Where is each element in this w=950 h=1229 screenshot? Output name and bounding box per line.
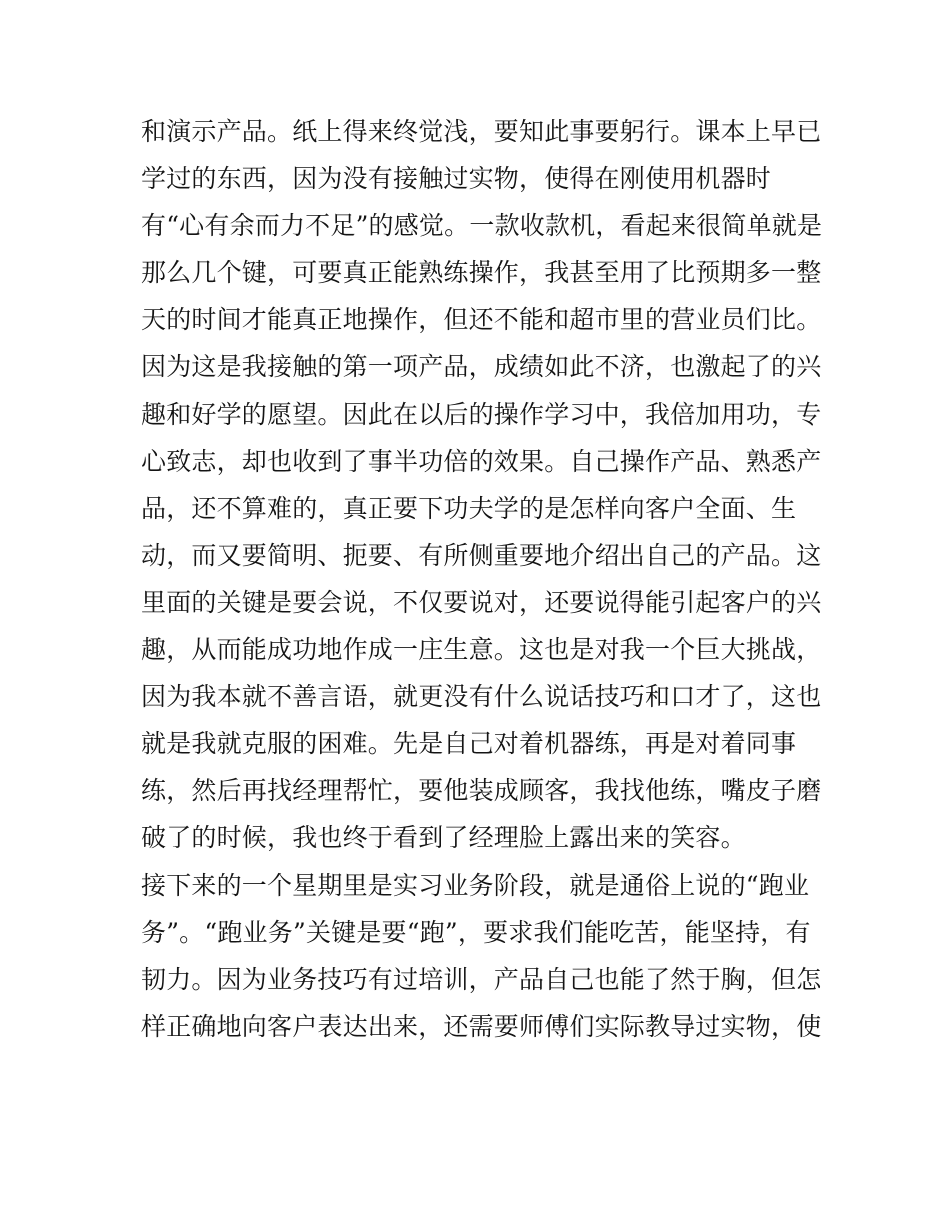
text-line: 和演示产品。纸上得来终觉浅，要知此事要躬行。课本上早已 <box>141 117 822 146</box>
text-line: 学过的东西，因为没有接触过实物，使得在刚使用机器时 <box>141 164 772 194</box>
text-line: 接下来的一个星期里是实习业务阶段，就是通俗上说的“跑业 <box>141 870 810 900</box>
text-line: 练，然后再找经理帮忙，要他装成顾客，我找他练，嘴皮子磨 <box>141 776 822 806</box>
text-line: 里面的关键是要会说，不仅要说对，还要说得能引起客户的兴 <box>141 587 822 617</box>
text-line: 天的时间才能真正地操作，但还不能和超市里的营业员们比。 <box>141 305 822 335</box>
text-line: 韧力。因为业务技巧有过培训，产品自己也能了然于胸，但怎 <box>141 964 822 994</box>
body-text <box>141 108 831 1050</box>
text-line: 有“心有余而力不足”的感觉。一款收款机，看起来很简单就是 <box>141 211 823 241</box>
text-line: 那么几个键，可要真正能熟练操作，我甚至用了比预期多一整 <box>141 258 822 288</box>
text-line: 趣和好学的愿望。因此在以后的操作学习中，我倍加用功，专 <box>141 399 822 429</box>
text-line: 趣，从而能成功地作成一庄生意。这也是对我一个巨大挑战， <box>141 635 822 665</box>
text-line: 样正确地向客户表达出来，还需要师傅们实际教导过实物，使 <box>141 1011 822 1041</box>
text-line: 破了的时候，我也终于看到了经理脸上露出来的笑容。 <box>141 823 746 853</box>
text-line: 因为这是我接触的第一项产品，成绩如此不济，也激起了的兴 <box>141 352 822 382</box>
text-line: 动，而又要简明、扼要、有所侧重要地介绍出自己的产品。这 <box>141 540 822 570</box>
text-line: 务”。“跑业务”关键是要“跑”，要求我们能吃苦，能坚持，有 <box>141 917 811 947</box>
text-line: 因为我本就不善言语，就更没有什么说话技巧和口才了，这也 <box>141 682 822 712</box>
text-line: 品，还不算难的，真正要下功夫学的是怎样向客户全面、生 <box>141 493 797 523</box>
text-line: 就是我就克服的困难。先是自己对着机器练，再是对着同事 <box>141 729 797 759</box>
text-line: 心致志，却也收到了事半功倍的效果。自己操作产品、熟悉产 <box>141 446 822 476</box>
